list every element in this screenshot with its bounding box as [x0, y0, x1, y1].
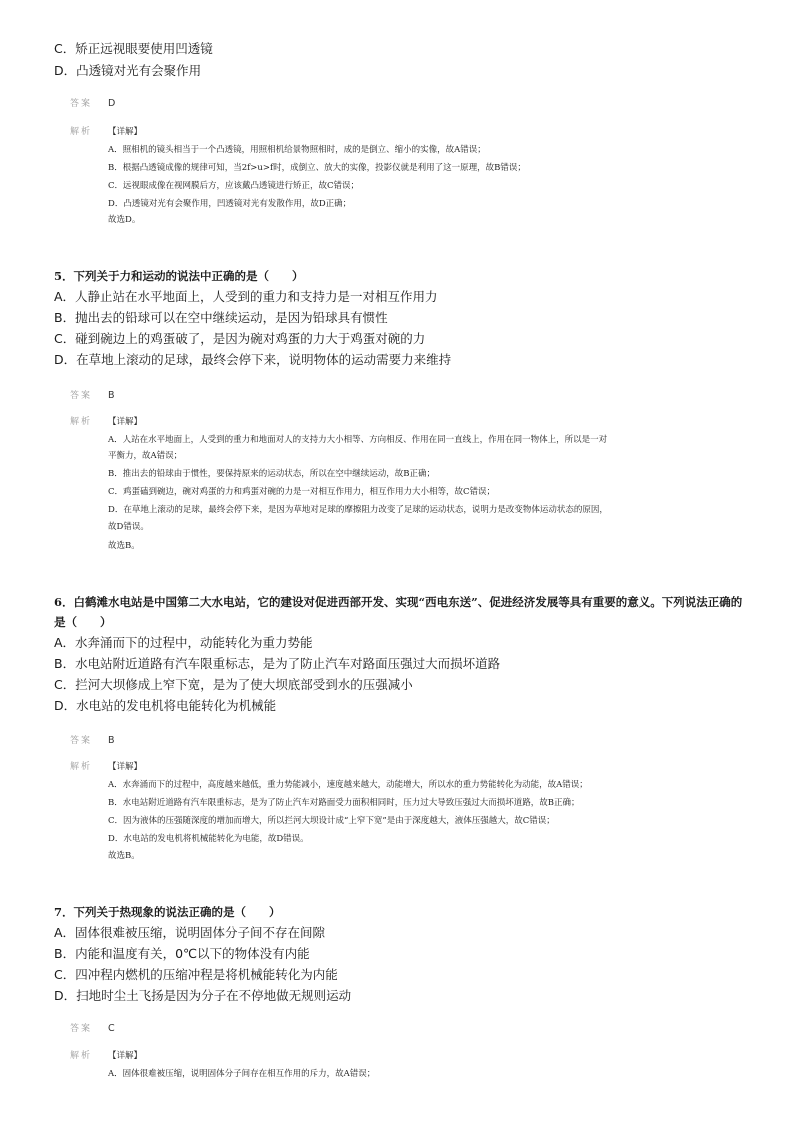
q4-detail-line: A．照相机的镜头相当于一个凸透镜，用照相机给景物照相时，成的是倒立、缩小的实像，故A错误；: [108, 145, 486, 155]
q5-detail-line: C．鸡蛋磕到碗边，碗对鸡蛋的力和鸡蛋对碗的力是一对相互作用力，相互作用力大小相等，故C错误；: [108, 487, 496, 497]
q6-detail-line: C．因为液体的压强随深度的增加而增大，所以拦河大坝设计成“上窄下宽”是由于深度越大，液体压强越大，故C错误；: [108, 816, 555, 826]
q4-answer-label: 答案: [70, 99, 93, 109]
q5-answer-label: 答案: [70, 391, 93, 401]
q7-answer-label: 答案: [70, 1024, 93, 1034]
q7-answer-value: C: [108, 1023, 115, 1034]
q5-analysis-label: 解析: [70, 417, 93, 427]
q7-detail-line: A．固体很难被压缩，说明固体分子间存在相互作用的斥力，故A错误；: [108, 1069, 376, 1079]
q6-detail-line: 故选B。: [108, 851, 140, 861]
q5-detail-line: 【详解】: [108, 417, 143, 427]
q5-option-a: A．人静止站在水平地面上，人受到的重力和支持力是一对相互作用力: [54, 289, 438, 304]
q6-detail-line: A．水奔涌而下的过程中，高度越来越低，重力势能减小，速度越来越大，动能增大，所以水的重力势能转化为动能，故A错误；: [108, 780, 588, 790]
q5-answer-value: B: [108, 390, 115, 401]
q4-detail-line: 【详解】: [108, 127, 143, 137]
q4-detail-line: C．远视眼成像在视网膜后方，应该戴凸透镜进行矫正，故C错误；: [108, 181, 360, 191]
q7-option-b: B．内能和温度有关，0℃以下的物体没有内能: [54, 946, 310, 961]
q5-detail-line: 故D错误。: [108, 522, 149, 532]
q6-answer-label: 答案: [70, 736, 93, 746]
q6-detail-line: 【详解】: [108, 762, 143, 772]
q6-detail-line: B．水电站附近道路有汽车限重标志，是为了防止汽车对路面受力面积相同时，压力过大导致压强过大而损坏道路，故B正确；: [108, 798, 580, 808]
q5-detail-line: A．人站在水平地面上，人受到的重力和地面对人的支持力大小相等、方向相反、作用在同一直线上，作用在同一物体上，所以是一对: [108, 435, 608, 445]
q5-option-d: D．在草地上滚动的足球，最终会停下来，说明物体的运动需要力来维持: [54, 352, 452, 367]
q5-detail-line: B．推出去的铅球由于惯性，要保持原来的运动状态，所以在空中继续运动，故B正确；: [108, 469, 435, 479]
q7-option-a: A．固体很难被压缩，说明固体分子间不存在间隙: [54, 925, 326, 940]
q7-title: 7．下列关于热现象的说法正确的是（ ）: [54, 905, 281, 919]
q6-option-a: A．水奔涌而下的过程中，动能转化为重力势能: [54, 635, 313, 650]
q5-detail-line: 故选B。: [108, 541, 140, 551]
q5-detail-line: 平衡力，故A错误；: [108, 451, 183, 461]
q6-option-d: D．水电站的发电机将电能转化为机械能: [54, 698, 277, 713]
q4-detail-line: B．根据凸透镜成像的规律可知，当2f>u>f时，成倒立、放大的实像，投影仪就是利用了这一原理，故B错误；: [108, 163, 526, 173]
q7-option-c: C．四冲程内燃机的压缩冲程是将机械能转化为内能: [54, 967, 338, 982]
q6-answer-value: B: [108, 735, 115, 746]
q7-analysis-label: 解析: [70, 1051, 93, 1061]
q6-option-b: B．水电站附近道路有汽车限重标志，是为了防止汽车对路面压强过大而损坏道路: [54, 656, 501, 671]
q5-detail-line: D．在草地上滚动的足球，最终会停下来，是因为草地对足球的摩擦阻力改变了足球的运动状态，说明力是改变物体运动状态的原因，: [108, 505, 608, 515]
q4-option-c: C．矫正远视眼要使用凹透镜: [54, 41, 213, 56]
q5-title: 5．下列关于力和运动的说法中正确的是（ ）: [54, 269, 304, 283]
q4-analysis-label: 解析: [70, 127, 93, 137]
q6-detail-line: D．水电站的发电机将机械能转化为电能，故D错误。: [108, 834, 309, 844]
q5-option-b: B．抛出去的铅球可以在空中继续运动，是因为铅球具有惯性: [54, 310, 388, 325]
q4-option-d: D．凸透镜对光有会聚作用: [54, 63, 202, 78]
q4-answer-value: D: [108, 98, 116, 109]
q6-analysis-label: 解析: [70, 762, 93, 772]
q7-option-d: D．扫地时尘土飞扬是因为分子在不停地做无规则运动: [54, 988, 352, 1003]
q4-detail-line: D．凸透镜对光有会聚作用，凹透镜对光有发散作用，故D正确；: [108, 199, 352, 209]
q4-detail-line: 故选D。: [108, 215, 141, 225]
q7-detail-line: 【详解】: [108, 1051, 143, 1061]
q6-title: 6．白鹤滩水电站是中国第二大水电站，它的建设对促进西部开发、实现“西电东送”、促进经济发展等具有重要的意义。下列说法正确的是（ ）: [54, 595, 743, 629]
q5-option-c: C．碰到碗边上的鸡蛋破了，是因为碗对鸡蛋的力大于鸡蛋对碗的力: [54, 331, 426, 346]
q6-option-c: C．拦河大坝修成上窄下宽，是为了使大坝底部受到水的压强减小: [54, 677, 413, 692]
